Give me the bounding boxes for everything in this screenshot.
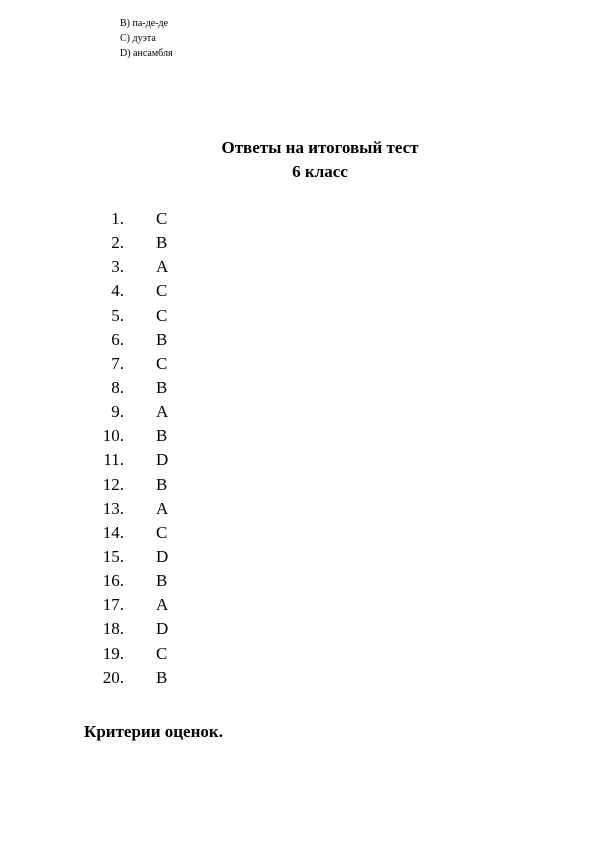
answer-letter: C <box>156 643 168 663</box>
answer-row <box>96 473 216 497</box>
answer-number: 14. <box>102 522 124 542</box>
answer-row <box>96 521 216 545</box>
answer-number: 6. <box>111 329 124 349</box>
answer-letter: D <box>156 450 169 470</box>
answer-row <box>96 666 216 690</box>
answer-letter: A <box>156 595 169 615</box>
answer-row <box>96 328 216 352</box>
answer-number: 15. <box>102 546 124 566</box>
answer-letter: C <box>156 522 168 542</box>
answer-letter: D <box>156 546 169 566</box>
answer-letter: C <box>156 209 168 228</box>
answer-row <box>96 424 216 448</box>
answer-number: 19. <box>102 643 124 663</box>
answer-number: 17. <box>102 595 124 615</box>
answer-letter: B <box>156 426 168 446</box>
answer-letter: A <box>156 402 169 422</box>
answer-letter: B <box>156 329 168 349</box>
answer-row <box>96 279 216 303</box>
answer-number: 4. <box>111 281 124 301</box>
answer-number: 13. <box>102 498 124 518</box>
answer-row <box>96 231 216 255</box>
answer-number: 18. <box>102 619 124 639</box>
answer-letter: B <box>156 571 168 591</box>
answer-row <box>96 400 216 424</box>
answer-key-list <box>96 207 216 690</box>
page-title: Ответы на итоговый тест <box>221 138 419 157</box>
criteria-heading: Критерии оценок. <box>84 722 223 741</box>
answer-letter: C <box>156 281 168 301</box>
page-subtitle: 6 класс <box>292 162 348 181</box>
answer-row <box>96 617 216 641</box>
answer-letter: B <box>156 377 168 397</box>
answer-row <box>96 207 216 231</box>
answer-letter: A <box>156 498 169 518</box>
answer-letter: A <box>156 257 169 277</box>
answer-number: 7. <box>111 353 124 373</box>
answer-row <box>96 569 216 593</box>
answer-row <box>96 304 216 328</box>
answer-number: 2. <box>111 233 124 253</box>
answer-letter: C <box>156 305 168 325</box>
answer-row <box>96 255 216 279</box>
answer-options <box>120 16 173 61</box>
answer-number: 12. <box>102 474 124 494</box>
answer-letter: B <box>156 474 168 494</box>
answer-number: 11. <box>103 450 124 470</box>
answer-letter: D <box>156 619 169 639</box>
answer-number: 10. <box>102 426 124 446</box>
answer-number: 9. <box>111 402 124 422</box>
answer-number: 3. <box>111 257 124 277</box>
answer-letter: B <box>156 233 168 253</box>
option-d: D) ансамбля <box>120 48 173 59</box>
answer-row <box>96 352 216 376</box>
answer-number: 1. <box>111 209 124 228</box>
answer-number: 5. <box>111 305 124 325</box>
answer-row <box>96 497 216 521</box>
answer-row <box>96 545 216 569</box>
option-c: C) дуэта <box>120 33 156 44</box>
answer-row <box>96 448 216 472</box>
answer-letter: C <box>156 353 168 373</box>
answer-number: 16. <box>102 571 124 591</box>
answer-row <box>96 642 216 666</box>
answer-number: 20. <box>102 667 124 687</box>
answer-row <box>96 593 216 617</box>
answer-number: 8. <box>111 377 124 397</box>
answer-letter: B <box>156 667 168 687</box>
option-b: B) па-де-де <box>120 18 169 29</box>
answer-row <box>96 376 216 400</box>
